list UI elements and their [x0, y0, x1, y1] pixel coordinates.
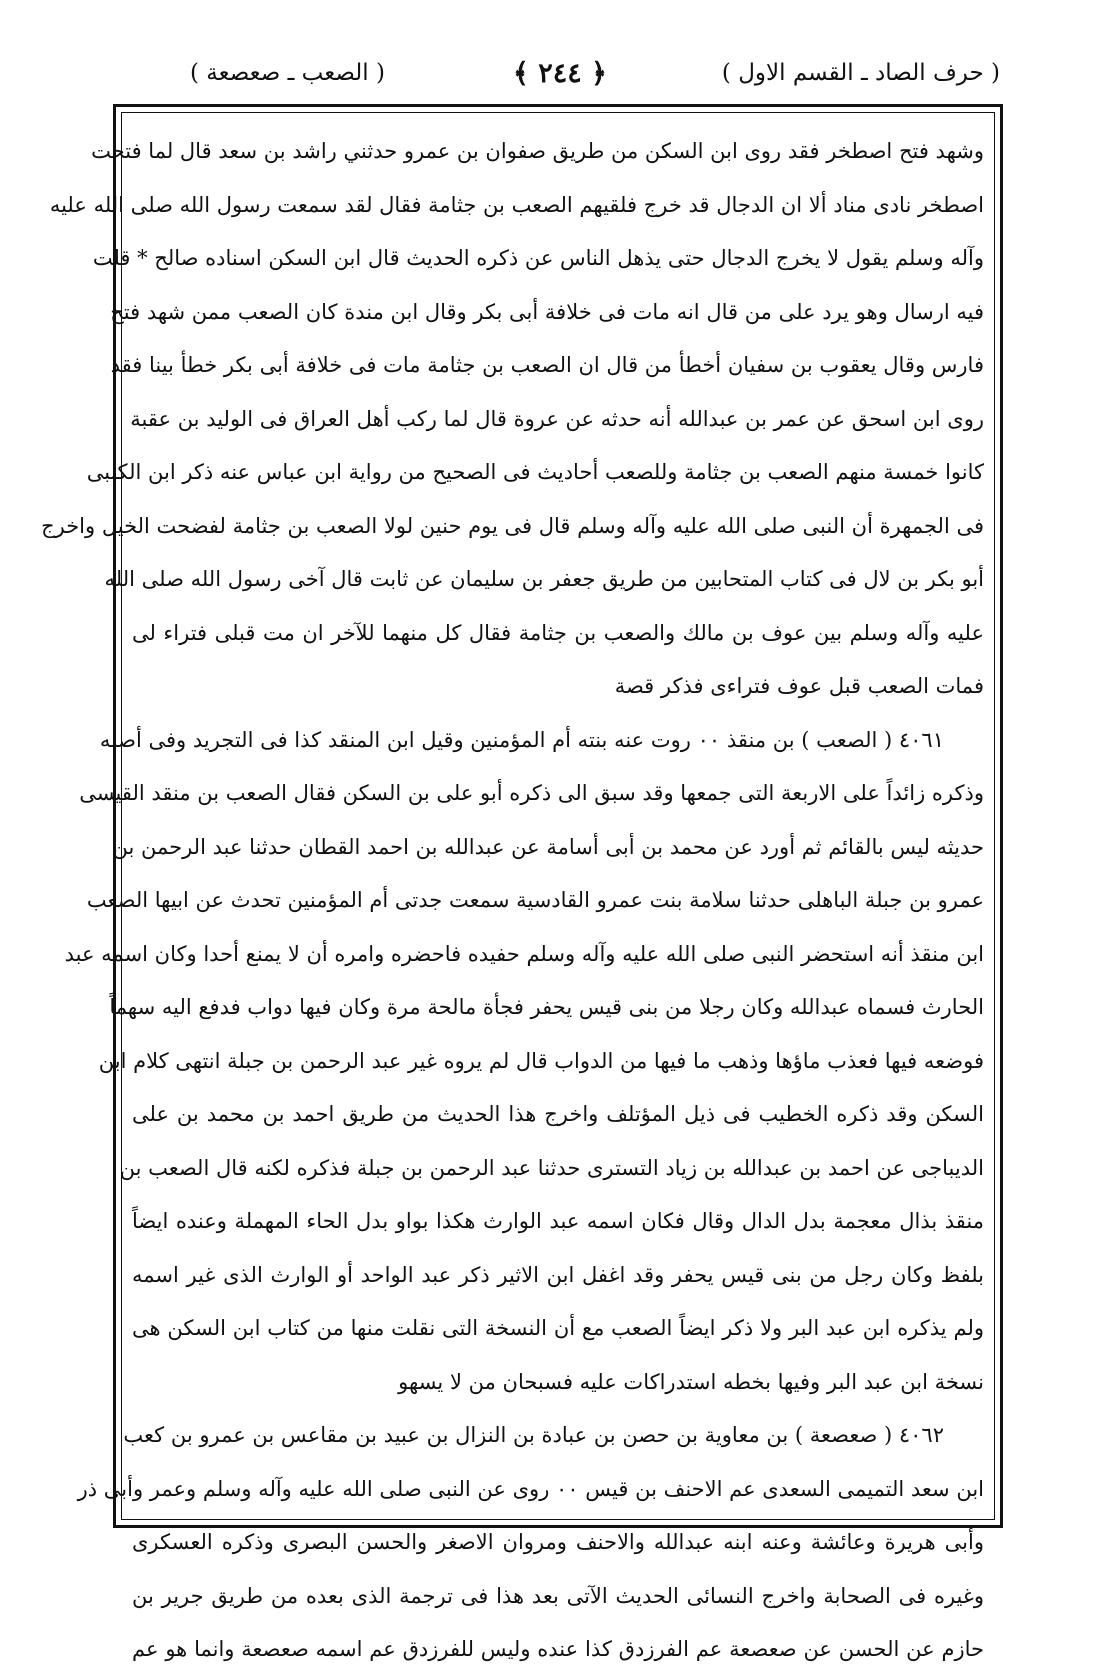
text-line: عليه وآله وسلم بين عوف بن مالك والصعب بن جثامة فقال كل منهما للآخر ان مت قبلى فتراء لى: [132, 620, 984, 645]
page-header: [120, 58, 1000, 98]
header-entry-range: ( الصعب ـ صعصعة ): [190, 60, 385, 86]
text-line: فوضعه فيها فعذب ماؤها وذهب ما فيها من الدواب قال لم يروه غير عبد الرحمن بن جبلة انتهى كلام ابن: [98, 1048, 984, 1073]
text-line: اصطخر نادى مناد ألا ان الدجال قد خرج فلقيهم الصعب بن جثامة فقال لقد سمعت رسول الله صلى الله عليه: [49, 192, 984, 217]
text-line: الديباجى عن احمد بن عبدالله بن زياد التسترى حدثنا عبد الرحمن بن جبلة فذكره لكنه قال الصعب بن: [119, 1155, 984, 1180]
text-line: وغيره فى الصحابة واخرج النسائى الحديث الآتى بعد هذا فى ترجمة الذى بعده من طريق جرير بن: [132, 1583, 984, 1608]
text-line: منقذ بذال معجمة بدل الدال وقال فكان اسمه عبد الوارث هكذا بواو بدل الحاء المهملة وعنده ايضاً: [132, 1209, 984, 1233]
text-line: السكن وقد ذكره الخطيب فى ذيل المؤتلف واخرج هذا الحديث من طريق احمد بن محمد بن على: [132, 1102, 984, 1126]
text-line: فيه ارسال وهو يرد على من قال انه مات فى خلافة أبى بكر وقال ابن مندة كان الصعب ممن شهد فتح: [110, 299, 984, 324]
text-line: وشهد فتح اصطخر فقد روى ابن السكن من طريق صفوان بن عمرو حدثني راشد بن سعد قال لما فتحت: [91, 139, 984, 163]
text-line: ابن سعد التميمى السعدى عم الاحنف بن قيس ٠٠ روى عن النبى صلى الله عليه وآله وسلم وعمر وأبى ذر: [77, 1476, 984, 1501]
text-line: حازم عن الحسن عن صعصعة عم الفرزدق كذا عنده وليس للفرزدق عم اسمه صعصعة وانما هو عم: [132, 1637, 984, 1661]
text-line: روى ابن اسحق عن عمر بن عبدالله أنه حدثه عن عروة قال لما ركب أهل العراق فى الوليد بن عقبة: [130, 406, 984, 431]
text-line: الحارث فسماه عبدالله وكان رجلا من بنى قيس يحفر فجأة مالحة مرة وكان فيها دواب فدفع اليه سهماً: [109, 995, 984, 1019]
text-line: وأبى هريرة وعائشة وعنه ابنه عبدالله والاحنف ومروان الاصغر والحسن البصرى وذكره العسكرى: [132, 1530, 984, 1554]
text-line: فى الجمهرة أن النبى صلى الله عليه وآله وسلم قال فى يوم حنين لولا الصعب بن جثامة لفضحت الخيل واخرج: [41, 513, 984, 538]
text-line: بلفظ وكان رجل من بنى قيس يحفر وقد اغفل ابن الاثير ذكر عبد الواحد أو الوارث الذى غير اسمه: [132, 1262, 984, 1287]
text-line: وآله وسلم يقول لا يخرج الدجال حتى يذهل الناس عن ذكره الحديث قال ابن السكن اسناده صالح * قلت: [92, 246, 984, 270]
text-line: ولم يذكره ابن عبد البر ولا ذكر ايضاً الصعب مع أن النسخة التى نقلت منها من كتاب ابن السكن هى: [132, 1316, 984, 1340]
entry-4062-start: ٤٠٦٢ ( صعصعة ) بن معاوية بن حصن بن عبادة بن النزال بن عبيد بن مقاعس بن عمرو بن كعب: [123, 1423, 944, 1447]
text-line: كانوا خمسة منهم الصعب بن جثامة وللصعب أحاديث فى الصحيح من رواية ابن عباس عنه ذكر ابن الكلبى: [86, 460, 984, 484]
text-line: عمرو بن جبلة الباهلى حدثنا سلامة بنت عمرو القادسية سمعت جدتى أم المؤمنين تحدث عن ابيها الصعب: [86, 888, 984, 912]
text-line: ابن منقذ أنه استحضر النبى صلى الله عليه وآله وسلم حفيده فاحضره وامره أن لا يمنع أحدا وكان اسمه عبد: [64, 941, 984, 966]
text-line: حديثه ليس بالقائم ثم أورد عن محمد بن أبى أسامة عن عبدالله بن احمد القطان حدثنا عبد الرحمن بن: [112, 834, 984, 859]
text-line: فمات الصعب قبل عوف فتراءى فذكر قصة: [614, 674, 984, 698]
text-line: أبو بكر بن لال فى كتاب المتحابين من طريق جعفر بن سليمان عن ثابت قال آخى رسول الله صلى الله: [104, 567, 984, 591]
page-number: ﴿ ٢٤٤ ﴾: [513, 58, 607, 89]
entry-4061-start: ٤٠٦١ ( الصعب ) بن منقذ ٠٠ روت عنه بنته أم المؤمنين وقيل ابن المنقد كذا فى التجريد وفى أصله: [99, 727, 944, 752]
body-text: [41, 125, 984, 1677]
text-line: فارس وقال يعقوب بن سفيان أخطأ من قال ان الصعب بن جثامة مات فى خلافة أبى بكر خطأ بينا فقد: [110, 353, 984, 377]
header-chapter-title: ( حرف الصاد ـ القسم الاول ): [721, 60, 1000, 86]
text-line: وذكره زائداً على الاربعة التى جمعها وقد سبق الى ذكره أبو على بن السكن فقال الصعب بن منقد القيسى: [79, 781, 984, 805]
text-line: نسخة ابن عبد البر وفيها بخطه استدراكات عليه فسبحان من لا يسهو: [398, 1369, 984, 1394]
